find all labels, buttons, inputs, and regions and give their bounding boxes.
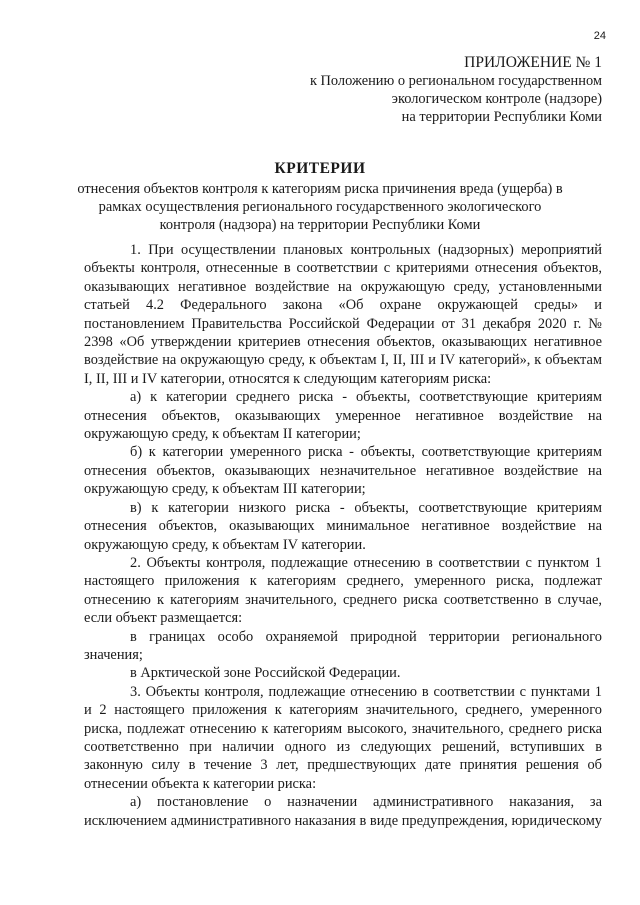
paragraph: 1. При осуществлении плановых контрольных (надзорных) мероприятий объекты контроля, отнесенные в соответствии с критериями отнесения объектов, оказывающих негативное воздействие на окружающую среду, установленными статьей 4.2 Федерального закона «Об охране окружающей среды» и постановлением Правительства Российской Федерации от 31 декабря 2020 г. № 2398 «Об утверждении критериев отнесения объектов, оказывающих негативное воздействие на окружающую среду, к объектам I, II, III и IV категорий», к объектам I, II, III и IV категории, относятся к следующим категориям риска: (84, 242, 602, 387)
criteria-title: КРИТЕРИИ (274, 160, 366, 177)
paragraph: в Арктической зоне Российской Федерации. (130, 665, 401, 682)
paragraph: в) к категории низкого риска - объекты, соответствующие критериям отнесения объектов, оказывающих минимальное негативное воздействие на окружающую среду, к объектам IV категории. (84, 499, 602, 553)
page-number: 24 (593, 30, 606, 42)
body-text (84, 241, 602, 830)
paragraph: б) к категории умеренного риска - объекты, соответствующие критериям отнесения объектов, оказывающих незначительное негативное воздействие на окружающую среду, к объектам III категории; (84, 444, 602, 498)
paragraph: а) к категории среднего риска - объекты, соответствующие критериям отнесения объектов, оказывающих умеренное негативное воздействие на окружающую среду, к объектам II категории; (84, 389, 602, 443)
paragraph: а) постановление о назначении административного наказания, за исключением административного наказания в виде предупреждения, юридическому (84, 794, 603, 829)
criteria-subtitle: отнесения объектов контроля к категориям риска причинения вреда (ущерба) в рамках осуществления регионального государственного экологического контроля (надзора) на территории Республики Коми (77, 181, 563, 233)
appendix-line: на территории Республики Коми (401, 109, 602, 125)
paragraph: 2. Объекты контроля, подлежащие отнесению в соответствии с пунктом 1 настоящего приложения к категориям среднего, умеренного риска, подлежат отнесению к категориям значительного, среднего риска соответственно в случае, если объект размещается: (84, 554, 602, 627)
paragraph: 3. Объекты контроля, подлежащие отнесению в соответствии с пунктами 1 и 2 настоящего приложения к категориям значительного, среднего, умеренного риска, подлежат отнесению к категориям высокого, значительного, среднего риска соответственно при наличии одного из следующих решений, вступивших в законную силу в течение 3 лет, предшествующих дате принятия решения об отнесении объекта к категории риска: (84, 683, 602, 792)
paragraph: в границах особо охраняемой природной территории регионального значения; (84, 628, 602, 663)
appendix-line: к Положению о региональном государственном (309, 73, 602, 89)
appendix-line: экологическом контроле (надзоре) (391, 91, 602, 107)
appendix-title: ПРИЛОЖЕНИЕ № 1 (464, 54, 602, 71)
appendix-header (310, 54, 602, 126)
